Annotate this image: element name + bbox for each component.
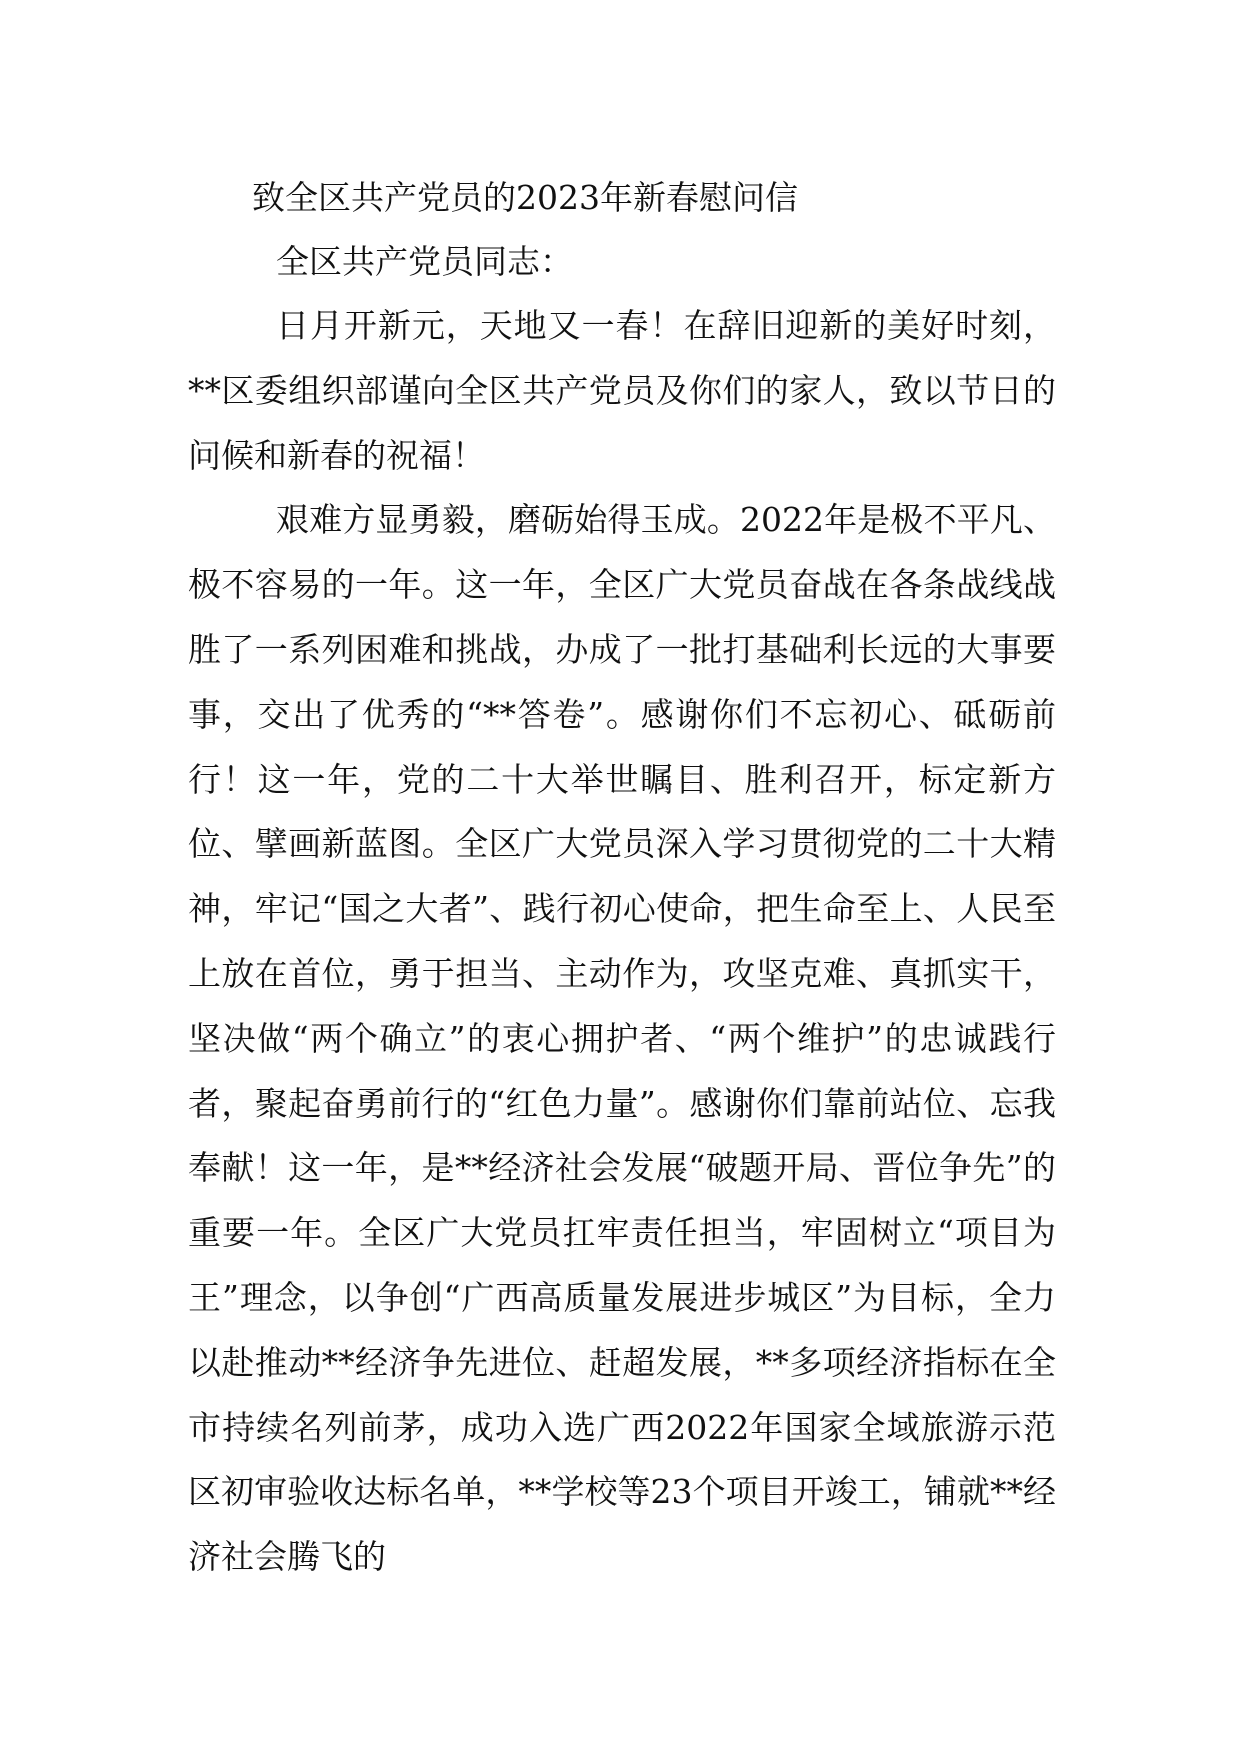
paragraph-greeting: 日月开新元，天地又一春！在辞旧迎新的美好时刻，**区委组织部谨向全区共产党员及你们的家人，致以节日的问候和新春的祝福！ bbox=[188, 306, 1056, 475]
salutation: 全区共产党员同志： bbox=[276, 242, 573, 281]
document-body bbox=[188, 166, 1056, 1590]
document-title: 致全区共产党员的2023年新春慰问信 bbox=[252, 178, 798, 217]
paragraph-review: 艰难方显勇毅，磨砺始得玉成。2022年是极不平凡、极不容易的一年。这一年，全区广大党员奋战在各条战线战胜了一系列困难和挑战，办成了一批打基础利长远的大事要事，交出了优秀的“**答卷”。感谢你们不忘初心、砥砺前行！这一年，党的二十大举世瞩目、胜利召开，标定新方位、擘画新蓝图。全区广大党员深入学习贯彻党的二十大精神，牢记“国之大者”、践行初心使命，把生命至上、人民至上放在首位，勇于担当、主动作为，攻坚克难、真抓实干，坚决做“两个确立”的衷心拥护者、“两个维护”的忠诚践行者，聚起奋勇前行的“红色力量”。感谢你们靠前站位、忘我奉献！这一年，是**经济社会发展“破题开局、晋位争先”的重要一年。全区广大党员扛牢责任担当，牢固树立“项目为王”理念，以争创“广西高质量发展进步城区”为目标，全力以赴推动**经济争先进位、赶超发展，**多项经济指标在全市持续名列前茅，成功入选广西2022年国家全域旅游示范区初审验收达标名单，**学校等23个项目开竣工，铺就**经济社会腾飞的 bbox=[188, 500, 1056, 1577]
